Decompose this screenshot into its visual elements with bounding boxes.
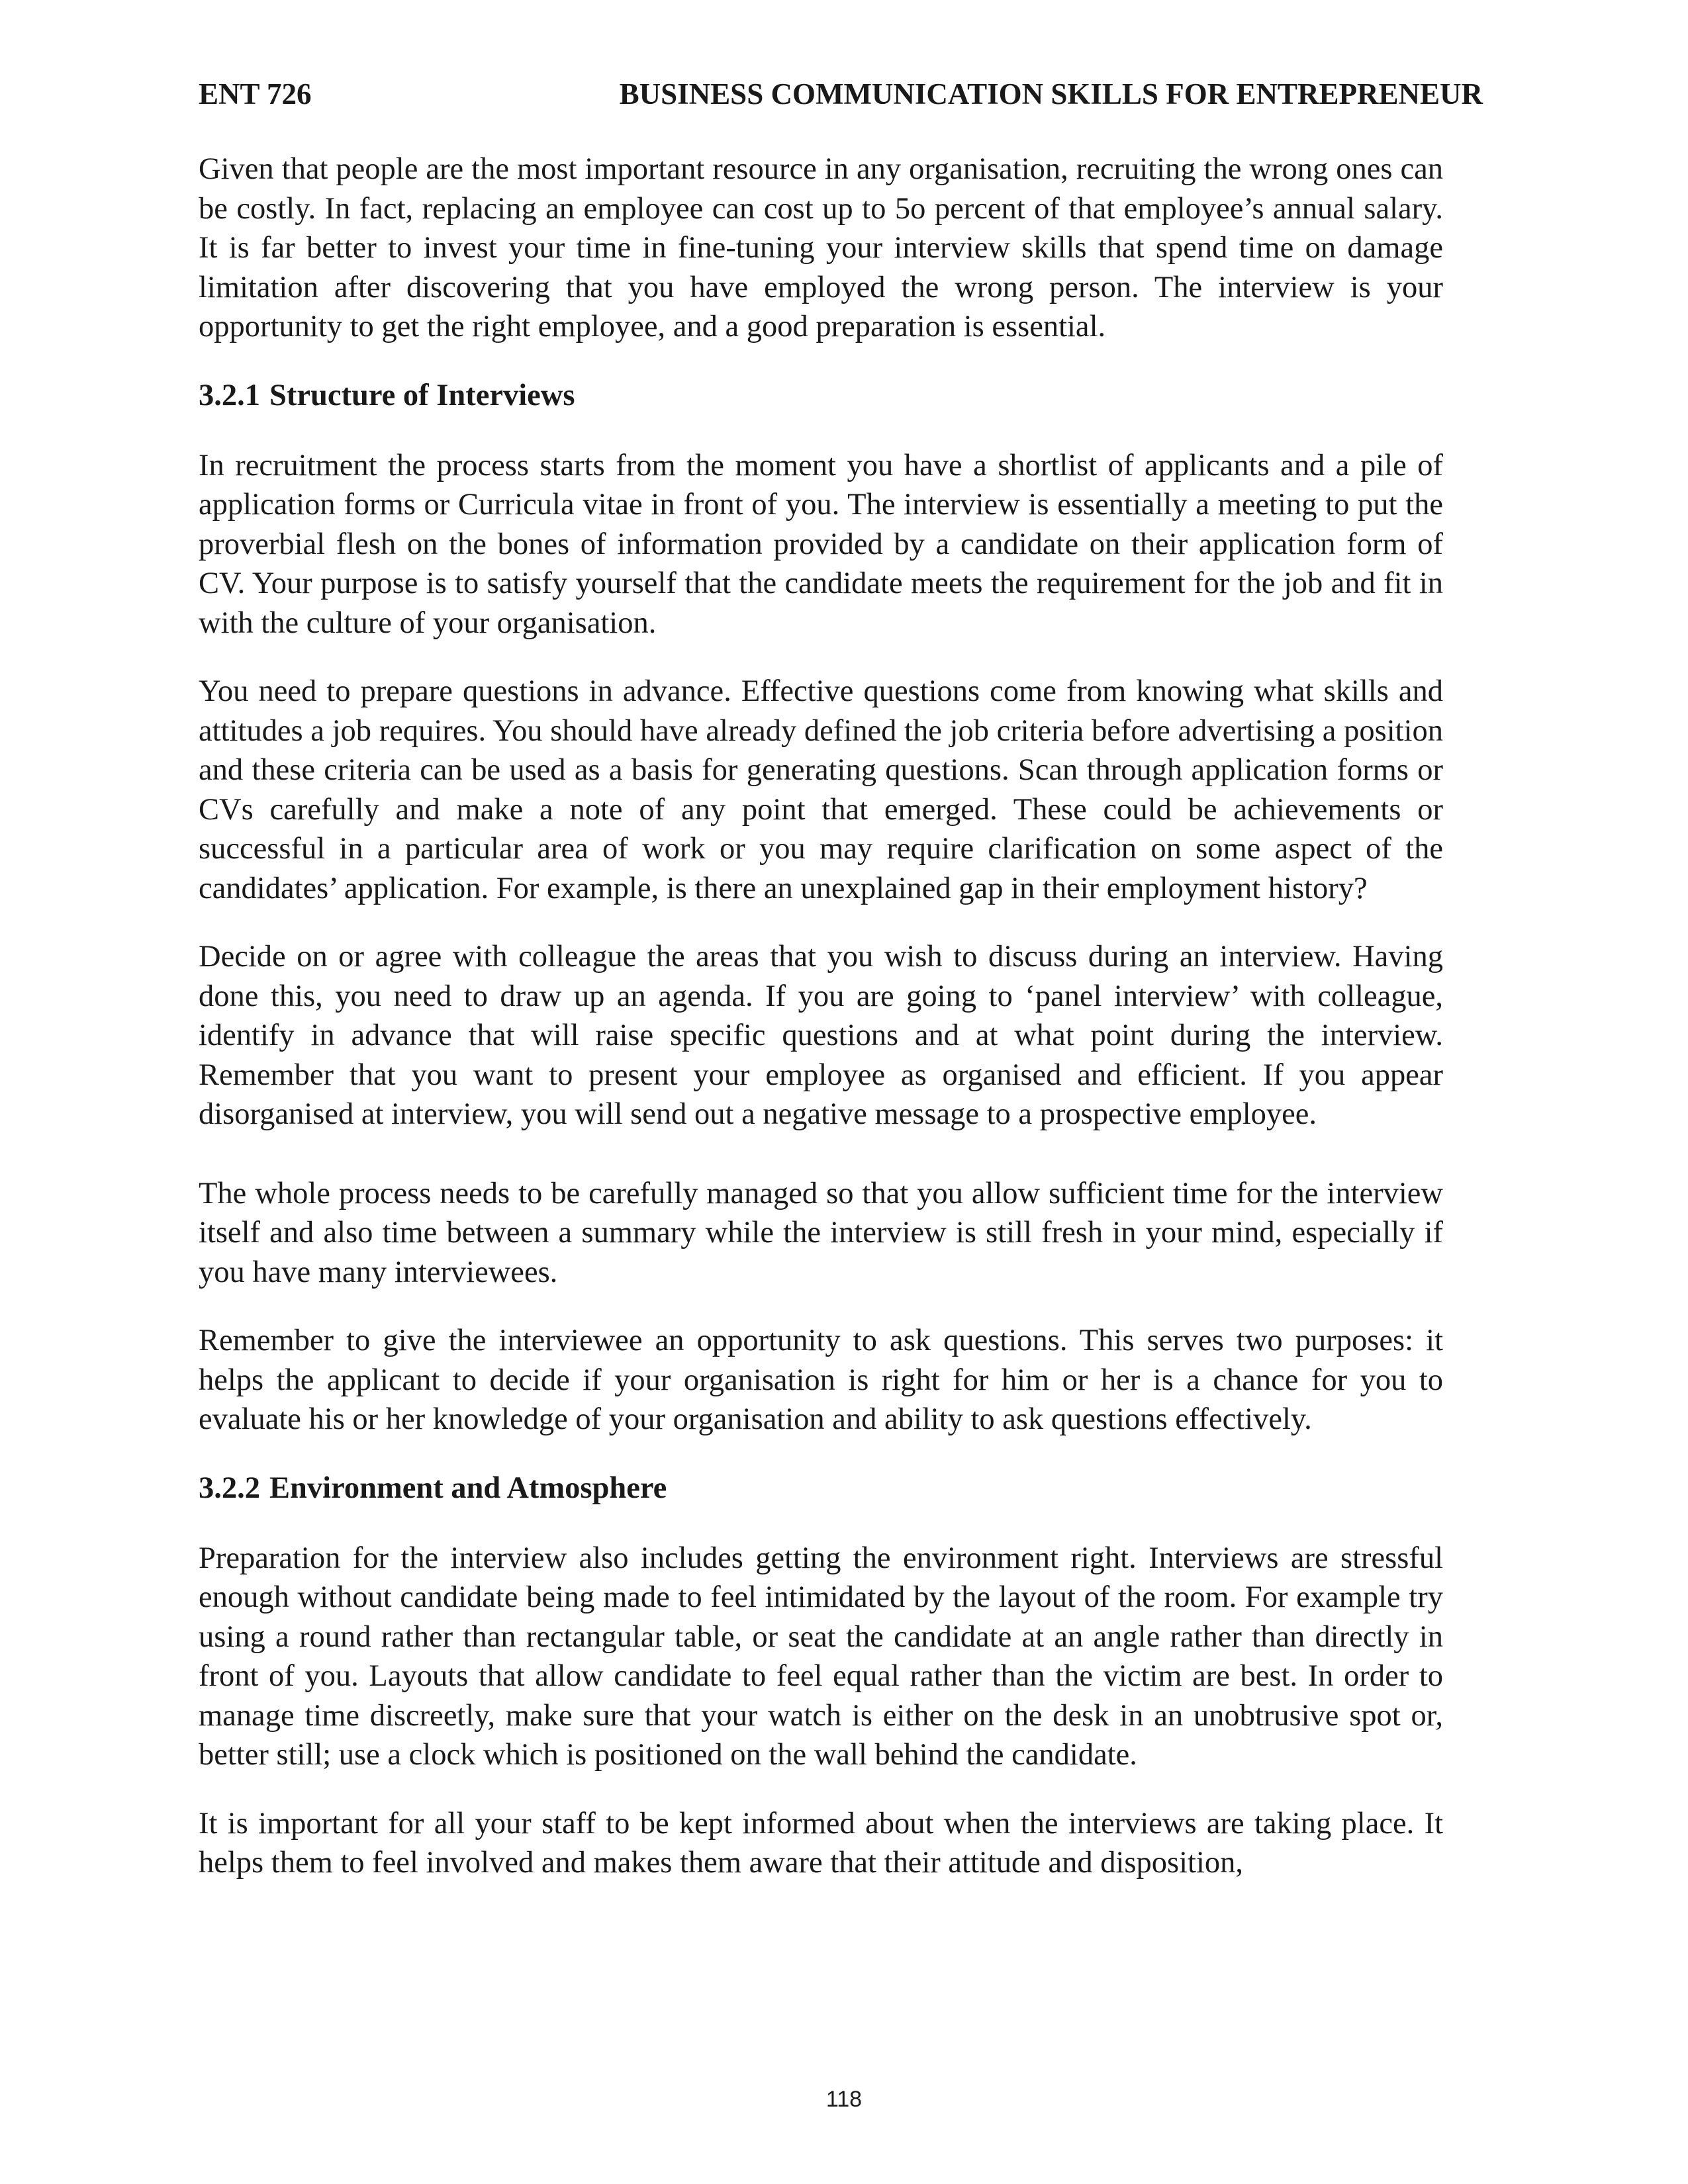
section-heading-environment-and-atmosphere (199, 1469, 1443, 1508)
course-code: ENT 726 (199, 77, 312, 111)
section-heading-structure-of-interviews (199, 376, 1443, 416)
section-title: Environment and Atmosphere (269, 1471, 667, 1505)
page-number: 118 (825, 2087, 863, 2112)
section-number: 3.2.1 (199, 378, 260, 412)
paragraph-prepare-questions: You need to prepare questions in advance. Effective questions come from knowing what skills and attitudes a job requires. You should have already defined the job criteria before advertising a position and these criteria can be used as a basis for generating questions. Scan through application forms or CVs carefully and make a note of any point that emerged. These could be achievements or successful in a particular area of work or you may require clarification on some aspect of the candidates’ application. For example, is there an unexplained gap in their employment history? (199, 674, 1443, 905)
paragraph-staff-informed: It is important for all your staff to be kept informed about when the interviews are taking place. It helps them to feel involved and makes them aware that their attitude and disposition, (199, 1806, 1443, 1880)
section-number: 3.2.2 (199, 1471, 260, 1505)
section-title: Structure of Interviews (269, 378, 575, 412)
paragraph-agenda: Decide on or agree with colleague the areas that you wish to discuss during an interview. Having done this, you need to draw up an agenda. If you are going to ‘panel interview’ with colleague, identify in advance that will raise specific questions and at what point during the interview. Remember that you want to present your employee as organised and efficient. If you appear disorganised at interview, you will send out a negative message to a prospective employee. (199, 940, 1443, 1131)
paragraph-environment: Preparation for the interview also includes getting the environment right. Interviews are stressful enough without candidate being made to feel intimidated by the layout of the room. For example try using a round rather than rectangular table, or seat the candidate at an angle rather than directly in front of you. Layouts that allow candidate to feel equal rather than the victim are best. In order to manage time discreetly, make sure that your watch is either on the desk in an unobtrusive spot or, better still; use a clock which is positioned on the wall behind the candidate. (199, 1541, 1443, 1772)
paragraph-process-management: The whole process needs to be carefully managed so that you allow sufficient time for the interview itself and also time between a summary while the interview is still fresh in your mind, especially if you have many interviewees. (199, 1176, 1443, 1289)
course-title: BUSINESS COMMUNICATION SKILLS FOR ENTREPRENEUR (619, 77, 1483, 111)
paragraph-recruitment-process: In recruitment the process starts from the moment you have a shortlist of applicants and a pile of application forms or Curricula vitae in front of you. The interview is essentially a meeting to put the proverbial flesh on the bones of information provided by a candidate on their application form of CV. Your purpose is to satisfy yourself that the candidate meets the requirement for the job and fit in with the culture of your organisation. (199, 448, 1443, 640)
paragraph-interviewee-questions: Remember to give the interviewee an opportunity to ask questions. This serves two purposes: it helps the applicant to decide if your organisation is right for him or her is a chance for you to evaluate his or her knowledge of your organisation and ability to ask questions effectively. (199, 1324, 1443, 1436)
paragraph-intro: Given that people are the most important resource in any organisation, recruiting the wrong ones can be costly. In fact, replacing an employee can cost up to 5o percent of that employee’s annual salary. It is far better to invest your time in fine-tuning your interview skills that spend time on damage limitation after discovering that you have employed the wrong person. The interview is your opportunity to get the right employee, and a good preparation is essential. (199, 152, 1443, 343)
page-body (199, 150, 1443, 1912)
